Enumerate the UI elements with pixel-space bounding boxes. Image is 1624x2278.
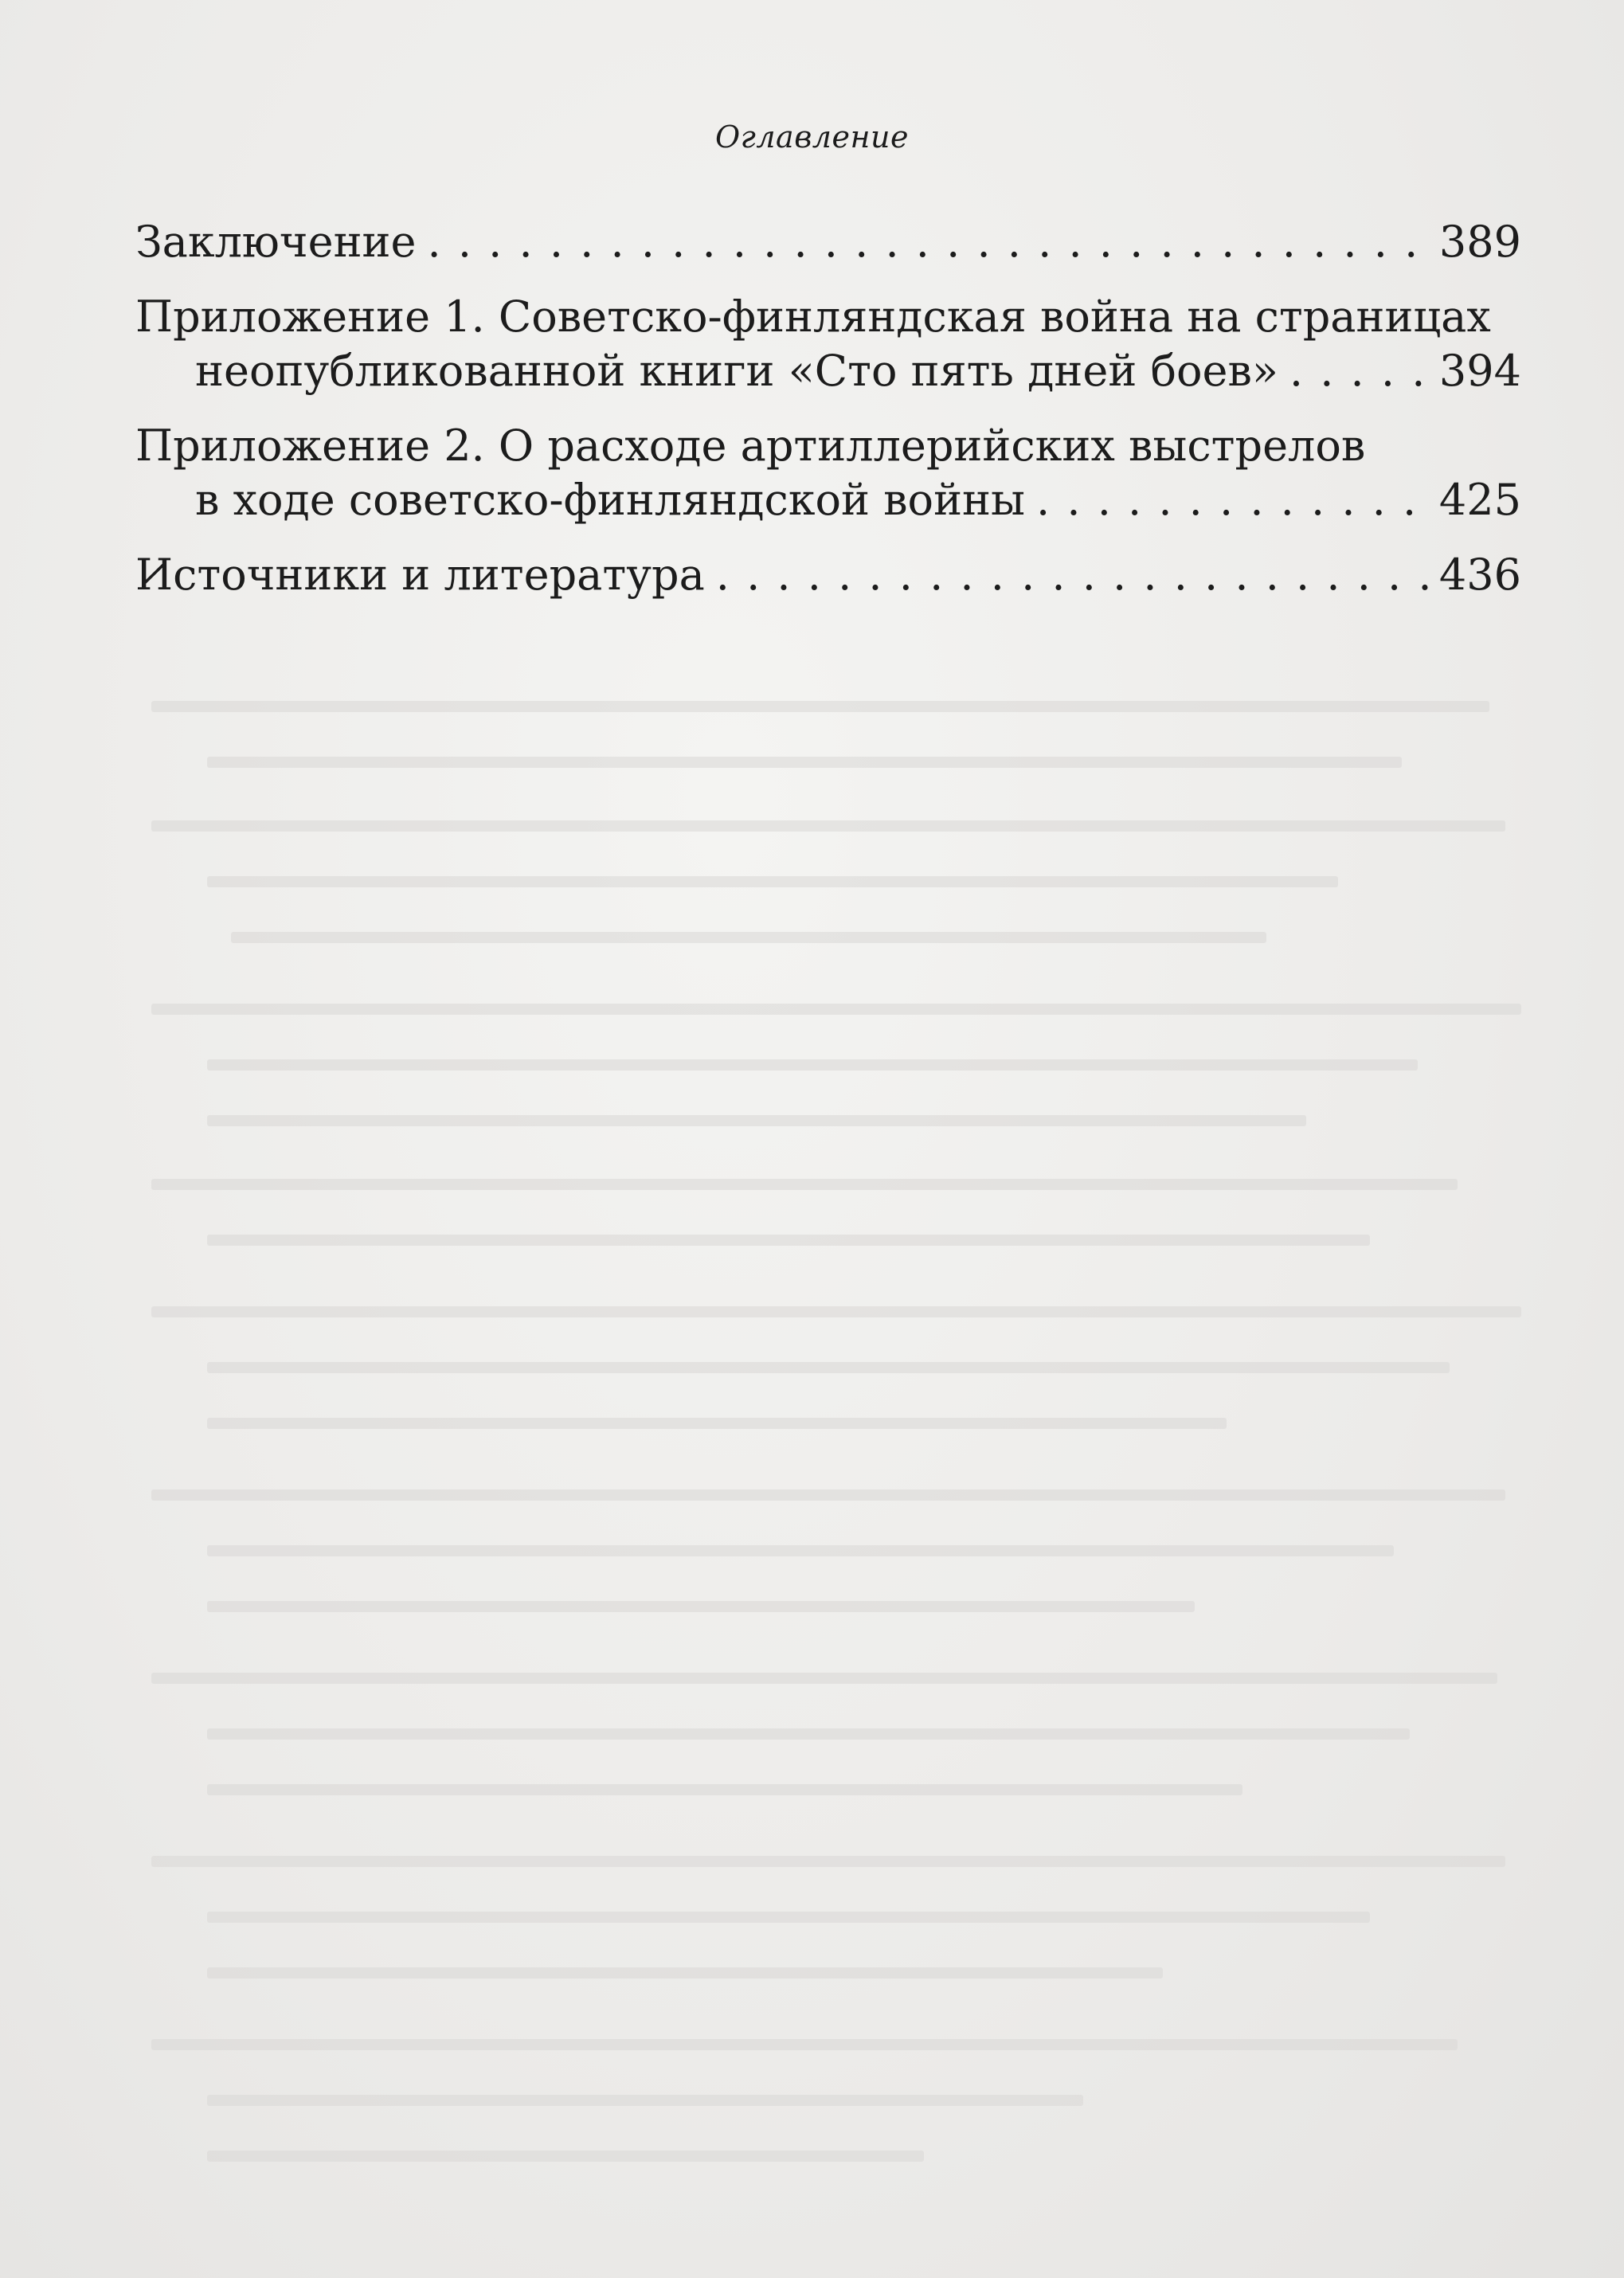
leader-dots [1289,344,1428,398]
toc-entry-title-continuation: неопубликованной книги «Сто пять дней боев» [195,346,1278,396]
leader-dots [428,215,1428,269]
toc-entry-title: Источники и литература [135,550,705,600]
toc-entry-title: Заключение [135,217,417,267]
toc-entry-sources [135,548,1521,602]
leader-dots [1036,473,1428,527]
toc-page-number: 436 [1438,550,1521,600]
toc-entry-appendix-2 [135,419,1521,527]
toc-page-number: 389 [1438,217,1521,267]
running-head: Оглавление [714,119,909,155]
toc-entry-conclusion [135,215,1521,269]
toc-entry-appendix-1 [135,290,1521,398]
leader-dots [716,548,1428,602]
toc-page-number: 394 [1438,346,1521,396]
toc-entry-title-continuation: в ходе советско-финляндской войны [195,475,1026,525]
toc-page-number: 425 [1438,475,1521,525]
toc-entry-title: Приложение 1. Советско-финляндская война на страницах [135,292,1491,342]
toc-entry-title: Приложение 2. О расходе артиллерийских выстрелов [135,421,1366,471]
table-of-contents [135,215,1521,623]
